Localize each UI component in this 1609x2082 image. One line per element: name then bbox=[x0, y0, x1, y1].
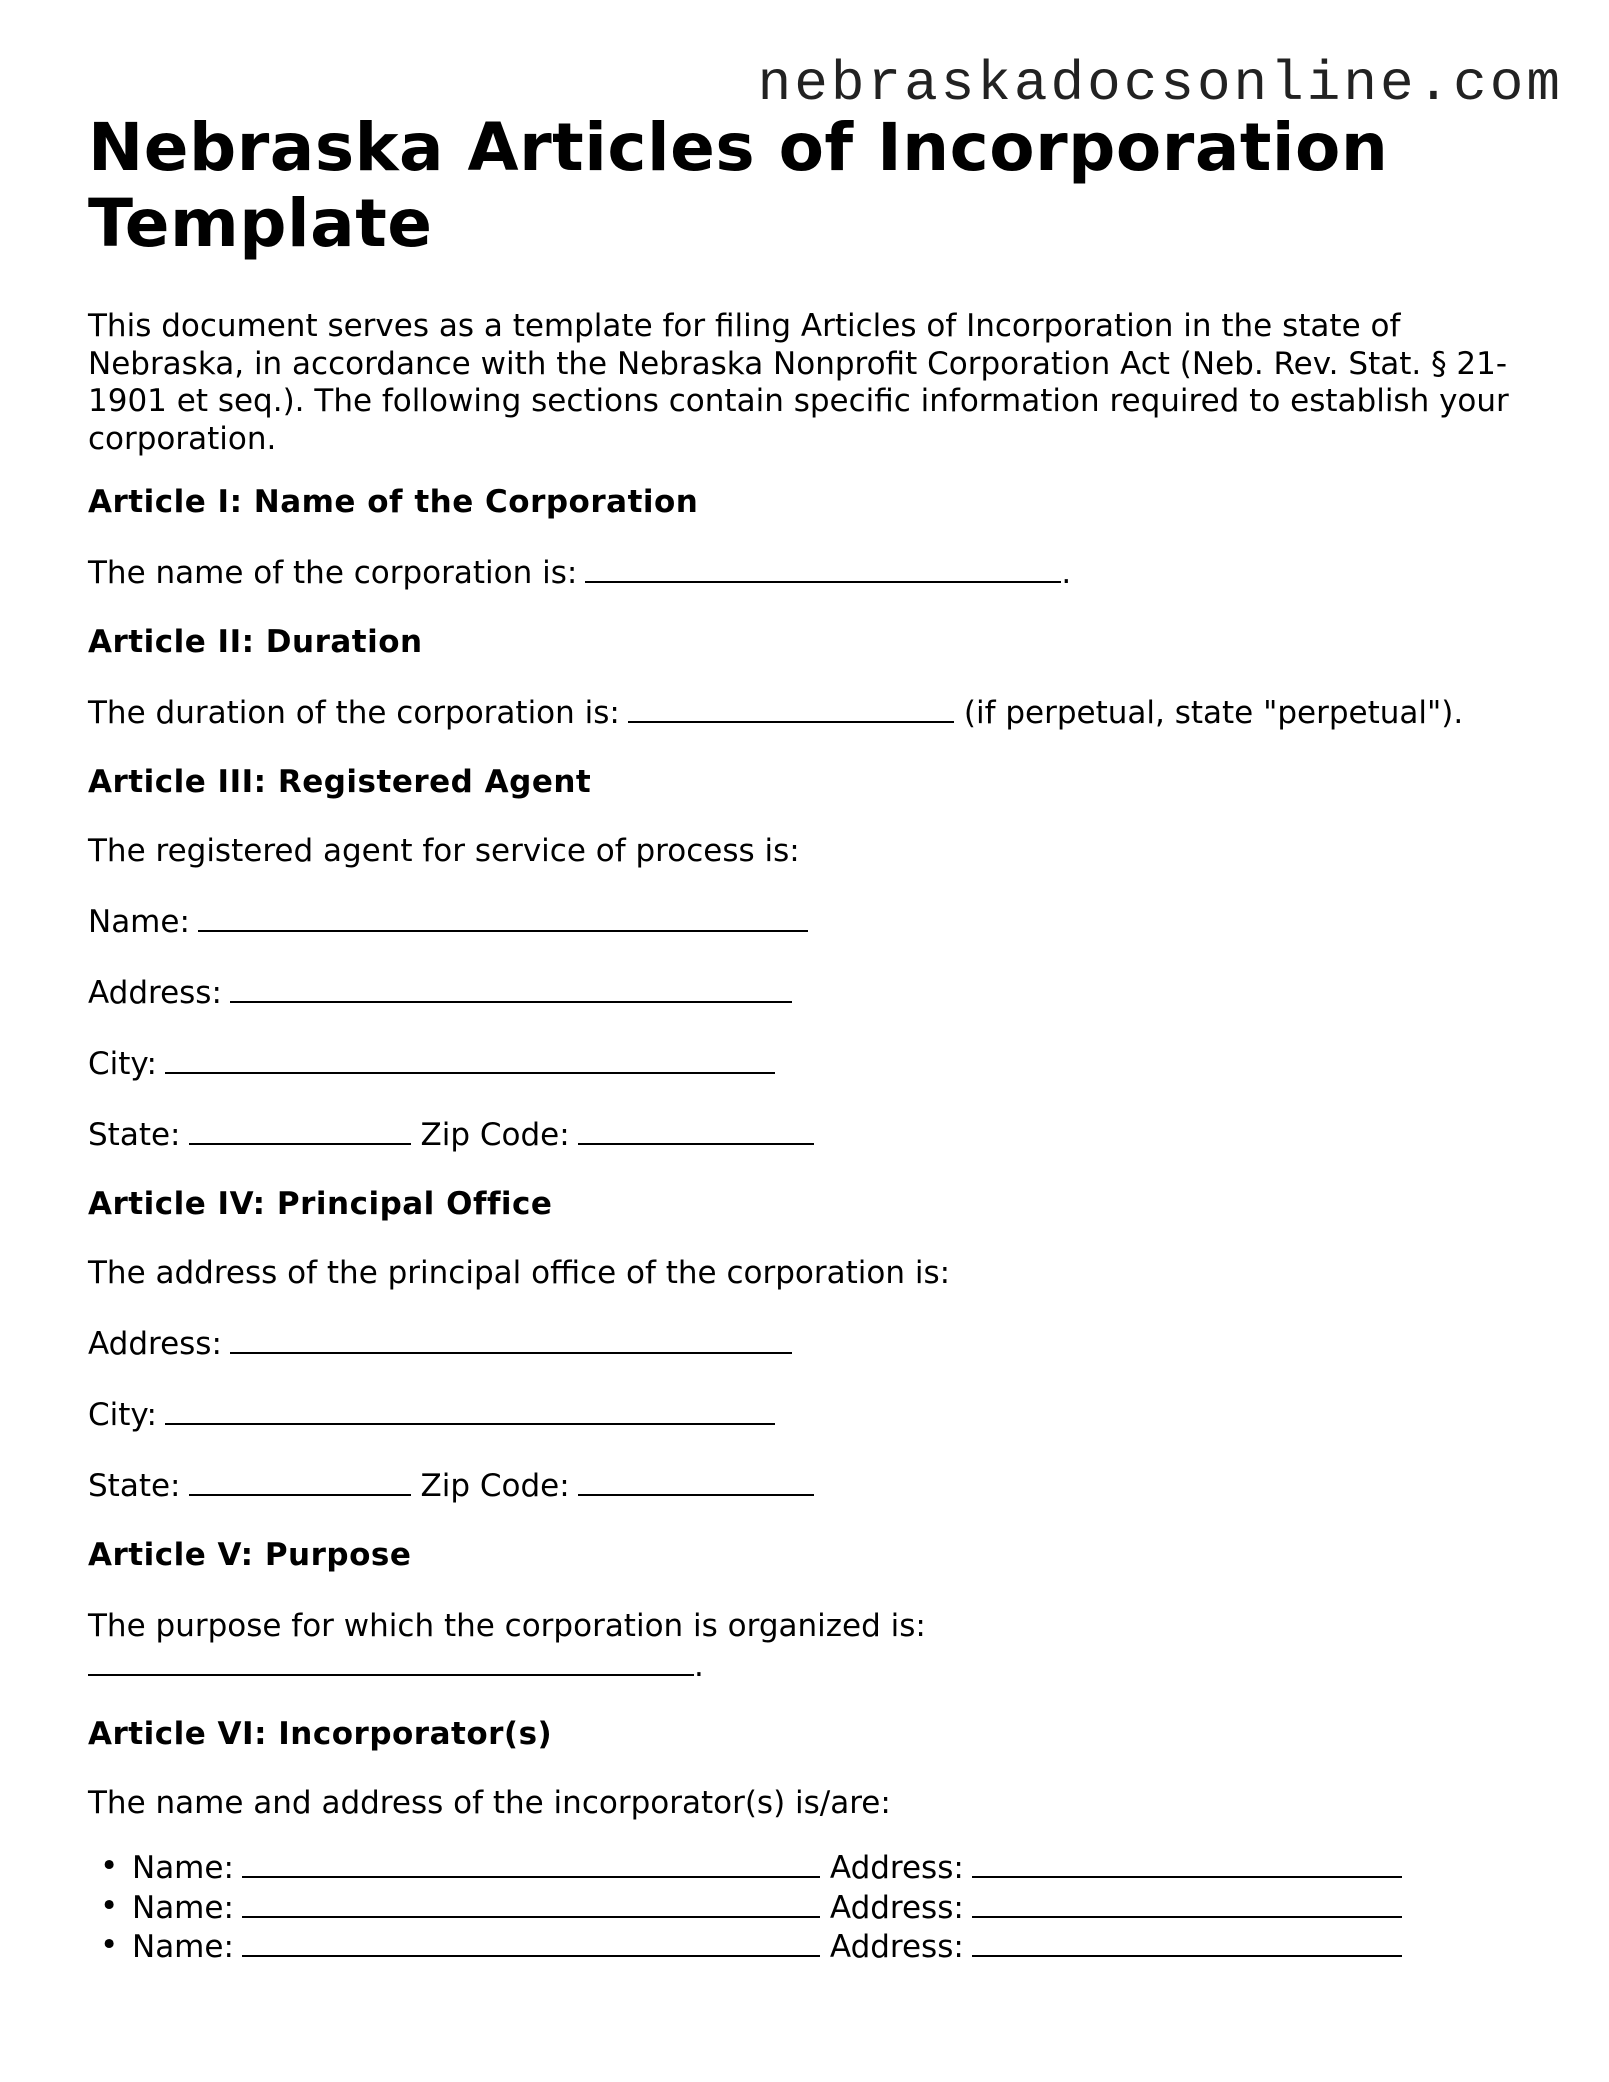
agent-city-label: City: bbox=[88, 1046, 157, 1082]
agent-intro: The registered agent for service of process is: bbox=[88, 833, 800, 869]
site-watermark: nebraskadocsonline.com bbox=[757, 52, 1563, 116]
office-state-field[interactable] bbox=[189, 1466, 411, 1496]
agent-address-field[interactable] bbox=[230, 973, 792, 1003]
incorporator-address-field[interactable] bbox=[972, 1848, 1402, 1878]
agent-zip-label: Zip Code: bbox=[420, 1117, 570, 1153]
incorporator-name-field[interactable] bbox=[242, 1927, 820, 1957]
incorporator-address-label: Address: bbox=[829, 1889, 964, 1926]
incorporator-address-field[interactable] bbox=[972, 1888, 1402, 1918]
purpose-end: . bbox=[694, 1648, 704, 1684]
agent-name-line bbox=[88, 902, 1528, 941]
list-item bbox=[100, 1887, 1528, 1928]
incorporator-name-label: Name: bbox=[132, 1850, 234, 1886]
corporation-name-field[interactable] bbox=[585, 553, 1061, 583]
intro-paragraph: This document serves as a template for filing Articles of Incorporation in the state of Nebraska, in accordance with the Nebraska Nonprofit Corporation Act (Neb. Rev. Stat. § 21-1901 et seq.). The following sections contain specific information required to establish your corporation. bbox=[88, 308, 1509, 457]
office-address-field[interactable] bbox=[230, 1324, 792, 1354]
bullet: • bbox=[100, 1848, 119, 1884]
purpose-field-line bbox=[88, 1646, 1528, 1686]
office-address-line bbox=[88, 1324, 1528, 1363]
agent-city-field[interactable] bbox=[165, 1044, 775, 1074]
agent-name-label: Name: bbox=[88, 904, 190, 940]
duration-label: The duration of the corporation is: bbox=[88, 695, 620, 731]
bullet: • bbox=[100, 1927, 119, 1963]
corporation-name-line bbox=[88, 553, 1528, 592]
incorporator-name-label: Name: bbox=[132, 1889, 234, 1926]
purpose-field[interactable] bbox=[88, 1646, 694, 1676]
list-item bbox=[100, 1848, 1528, 1888]
article-1-heading: Article I: Name of the Corporation bbox=[88, 484, 699, 520]
article-6-heading: Article VI: Incorporator(s) bbox=[88, 1716, 553, 1752]
article-2-heading: Article II: Duration bbox=[88, 624, 423, 660]
incorporators-list bbox=[88, 1848, 1528, 1967]
office-city-label: City: bbox=[88, 1397, 157, 1433]
corporation-name-end: . bbox=[1061, 555, 1072, 591]
article-3-heading: Article III: Registered Agent bbox=[88, 764, 592, 800]
list-item bbox=[100, 1927, 1528, 1967]
agent-state-field[interactable] bbox=[189, 1115, 411, 1145]
incorporator-address-field[interactable] bbox=[972, 1927, 1402, 1957]
incorporator-name-label: Name: bbox=[132, 1929, 234, 1965]
office-zip-label: Zip Code: bbox=[420, 1468, 570, 1504]
duration-field[interactable] bbox=[628, 693, 954, 723]
agent-state-zip-line bbox=[88, 1115, 1528, 1154]
page-title: Nebraska Articles of Incorporation Template bbox=[88, 109, 1389, 262]
duration-line bbox=[88, 693, 1528, 732]
incorporators-intro: The name and address of the incorporator(s) is/are: bbox=[88, 1785, 891, 1821]
incorporator-name-field[interactable] bbox=[242, 1848, 820, 1878]
duration-note: (if perpetual, state "perpetual"). bbox=[963, 695, 1464, 731]
incorporator-address-label: Address: bbox=[829, 1850, 964, 1886]
agent-name-field[interactable] bbox=[198, 902, 808, 932]
agent-zip-field[interactable] bbox=[578, 1115, 814, 1145]
office-state-zip-line bbox=[88, 1466, 1528, 1505]
document-body bbox=[88, 110, 1528, 1967]
purpose-block bbox=[88, 1606, 1528, 1686]
office-city-line bbox=[88, 1395, 1528, 1434]
article-5-heading: Article V: Purpose bbox=[88, 1537, 412, 1573]
bullet: • bbox=[100, 1887, 119, 1924]
office-zip-field[interactable] bbox=[578, 1466, 814, 1496]
office-intro: The address of the principal office of the corporation is: bbox=[88, 1255, 951, 1291]
agent-address-label: Address: bbox=[88, 975, 222, 1011]
corporation-name-label: The name of the corporation is: bbox=[88, 555, 578, 591]
incorporator-name-field[interactable] bbox=[242, 1888, 820, 1918]
office-city-field[interactable] bbox=[165, 1395, 775, 1425]
office-address-label: Address: bbox=[88, 1326, 222, 1362]
agent-city-line bbox=[88, 1044, 1528, 1083]
incorporator-address-label: Address: bbox=[829, 1929, 964, 1965]
agent-state-label: State: bbox=[88, 1117, 181, 1153]
agent-address-line bbox=[88, 973, 1528, 1012]
article-4-heading: Article IV: Principal Office bbox=[88, 1186, 553, 1222]
office-state-label: State: bbox=[88, 1468, 181, 1504]
purpose-label: The purpose for which the corporation is organized is: bbox=[88, 1608, 926, 1644]
